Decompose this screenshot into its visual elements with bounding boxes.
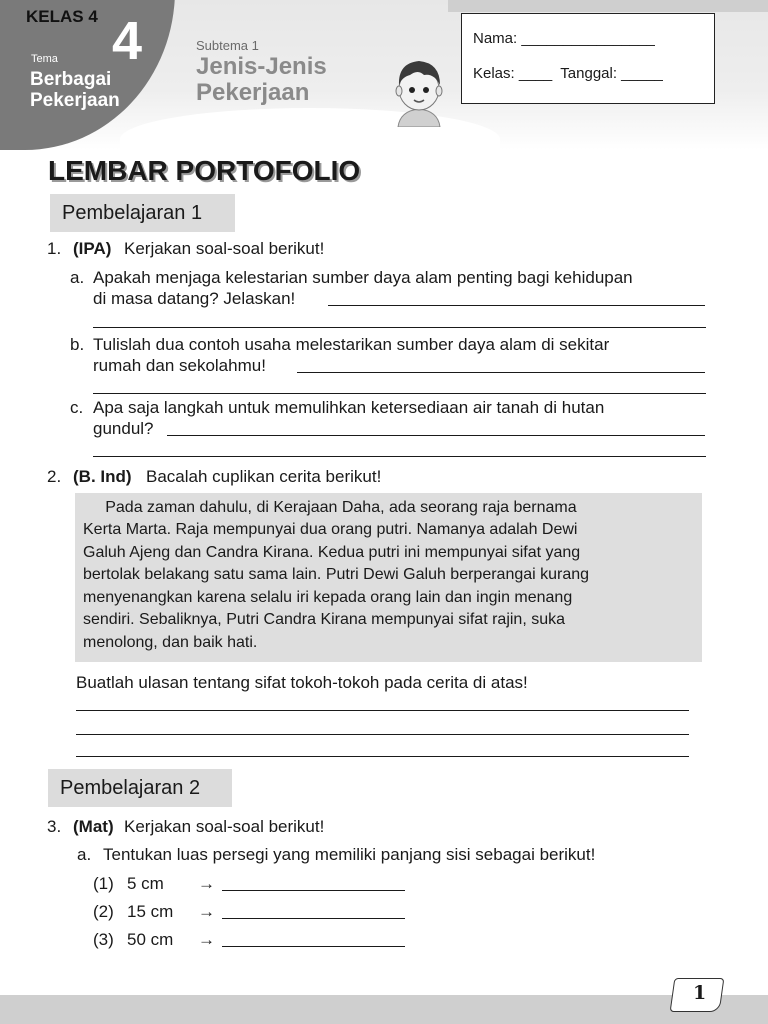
q2-answer-line-3[interactable] [76, 756, 689, 757]
q2-review-instruction: Buatlah ulasan tentang sifat tokoh-tokoh pada cerita di atas! [76, 673, 528, 692]
kelas-tanggal-field[interactable]: Kelas: ____ Tanggal: _____ [473, 65, 663, 82]
q1c-answer-line-2[interactable] [93, 456, 706, 457]
boy-mascot-icon [388, 55, 450, 127]
q1b-answer-line-2[interactable] [93, 393, 706, 394]
q1c-line2: gundul? [93, 419, 154, 438]
footer-bar [0, 995, 768, 1024]
subtema-label: Subtema 1 [196, 38, 259, 53]
q1a-answer-line-2[interactable] [93, 327, 706, 328]
q2-answer-line-2[interactable] [76, 734, 689, 735]
q3-item-2-number: (2) [93, 902, 114, 921]
arrow-right-icon: → [198, 930, 215, 949]
q1-subject: (IPA) [73, 239, 112, 258]
q1c-line1: Apa saja langkah untuk memulihkan ketersediaan air tanah di hutan [93, 398, 605, 417]
q1c-letter: c. [70, 398, 84, 417]
q3-item-3-number: (3) [93, 930, 114, 949]
q3-subject: (Mat) [73, 817, 114, 836]
story-box [75, 493, 702, 662]
q1b-line1: Tulislah dua contoh usaha melestarikan sumber daya alam di sekitar [93, 335, 610, 354]
tema-name: Berbagai Pekerjaan [30, 69, 120, 111]
q1c-answer-line-1[interactable] [167, 435, 705, 436]
section-pembelajaran-2: Pembelajaran 2 [48, 769, 232, 807]
arrow-right-icon: → [198, 902, 215, 921]
identity-box [461, 13, 715, 104]
q3-item-1-value: 5 cm [127, 874, 164, 893]
page-number: 1 [693, 982, 707, 1004]
q1b-letter: b. [70, 335, 85, 354]
q3-instruction: Kerjakan soal-soal berikut! [124, 817, 325, 836]
q3-item-1-answer-line[interactable] [222, 890, 405, 891]
q2-subject: (B. Ind) [73, 467, 132, 486]
q2-answer-line-1[interactable] [76, 710, 689, 711]
q1-instruction: Kerjakan soal-soal berikut! [124, 239, 325, 258]
subtema-name: Jenis-Jenis Pekerjaan [196, 53, 327, 106]
story-line-6: sendiri. Sebaliknya, Putri Candra Kirana mempunyai sifat rajin, suka [83, 611, 566, 628]
q1a-letter: a. [70, 268, 85, 287]
q1-number: 1. [47, 239, 62, 258]
q1a-line2: di masa datang? Jelaskan! [93, 289, 296, 308]
story-line-1: Pada zaman dahulu, di Kerajaan Daha, ada seorang raja bernama [83, 499, 577, 516]
q3-item-2-value: 15 cm [127, 902, 174, 921]
page-title: LEMBAR PORTOFOLIO [48, 155, 361, 186]
story-line-5: menyenangkan karena selalu iri kepada orang lain dan ingin menang [83, 589, 573, 606]
kelas-label: KELAS 4 [26, 7, 98, 26]
story-line-3: Galuh Ajeng dan Candra Kirana. Kedua putri ini mempunyai sifat yang [83, 544, 581, 561]
arrow-right-icon: → [198, 874, 215, 893]
header-top-strip [448, 0, 768, 12]
story-line-2: Kerta Marta. Raja mempunyai dua orang putri. Namanya adalah Dewi [83, 521, 578, 538]
q2-instruction: Bacalah cuplikan cerita berikut! [146, 467, 382, 486]
q2-number: 2. [47, 467, 62, 486]
q3-item-3-answer-line[interactable] [222, 946, 405, 947]
nama-field[interactable]: Nama: ________________ [473, 30, 655, 47]
section-pembelajaran-1: Pembelajaran 1 [50, 194, 235, 232]
kelas-number: 4 [112, 11, 143, 71]
q1b-line2: rumah dan sekolahmu! [93, 356, 266, 375]
q3-item-2-answer-line[interactable] [222, 918, 405, 919]
q1a-line1: Apakah menjaga kelestarian sumber daya alam penting bagi kehidupan [93, 268, 633, 287]
story-line-7: menolong, dan baik hati. [83, 634, 258, 651]
q3-item-3-value: 50 cm [127, 930, 174, 949]
q3a-text: Tentukan luas persegi yang memiliki panjang sisi sebagai berikut! [103, 845, 596, 864]
q1b-answer-line-1[interactable] [297, 372, 705, 373]
tema-label: Tema [31, 53, 58, 65]
story-line-4: bertolak belakang satu sama lain. Putri Dewi Galuh berperangai kurang [83, 566, 590, 583]
q3-item-1-number: (1) [93, 874, 114, 893]
q3a-letter: a. [77, 845, 92, 864]
q1a-answer-line-1[interactable] [328, 305, 705, 306]
q3-number: 3. [47, 817, 62, 836]
